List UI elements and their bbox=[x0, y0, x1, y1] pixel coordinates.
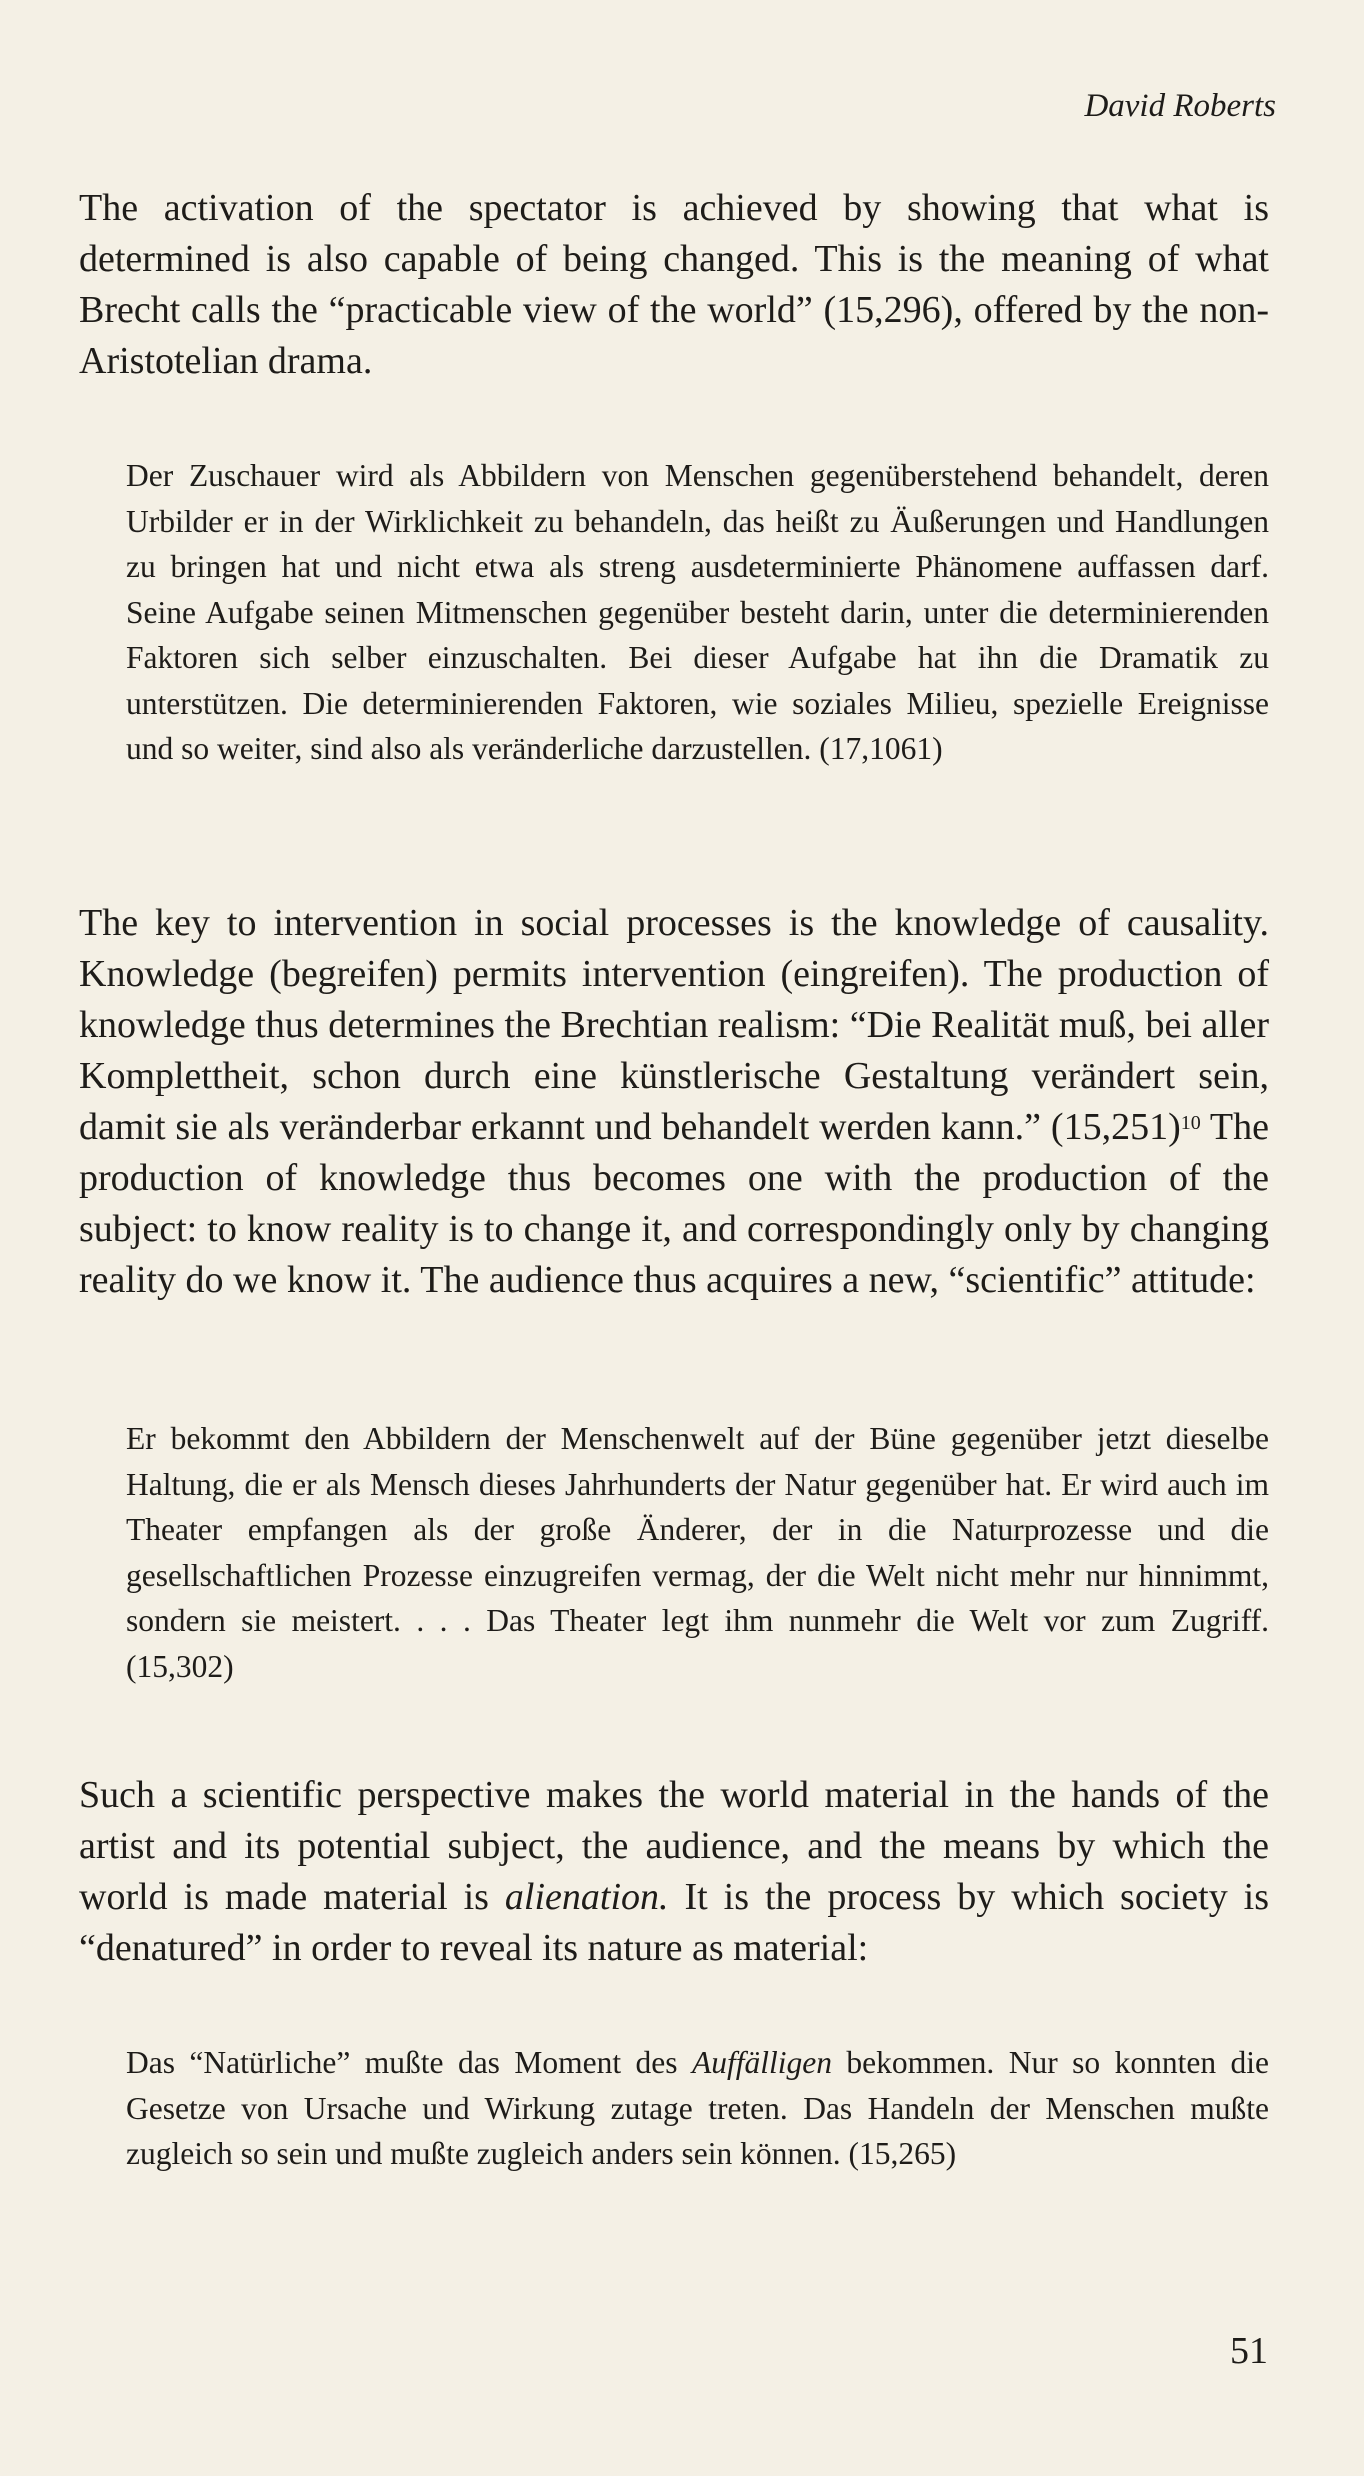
paragraph-3-text-a: Such a scientific perspective makes the world material in the hands of the artist and its potential subject, the audience, and the means by which the world is made material is bbox=[79, 1774, 1269, 1918]
body-paragraph-1: The activation of the spectator is achieved by showing that what is determined is also capable of being changed. This is the meaning of what Brecht calls the “practicable view of the world” (15,296), offered by the non-Aristotelian drama. bbox=[79, 187, 1269, 382]
quote-3-text-a: Das “Natürliche” mußte das Moment des bbox=[126, 2045, 692, 2080]
block-quote-2: Er bekommt den Abbildern der Menschenwelt auf der Büne gegenüber jetzt dieselbe Haltung, die er als Mensch dieses Jahrhunderts der Natur gegenüber hat. Er wird auch im Theater empfangen als der große Änderer, der in die Naturprozesse und die gesellschaftlichen Prozesse einzugreifen vermag, der die Welt nicht mehr nur hinnimmt, sondern sie meistert. . . . Das Theater legt ihm nunmehr die Welt vor zum Zugriff. (15,302) bbox=[126, 1421, 1269, 1684]
quote-3-text-b: bekommen. Nur so konnten die Gesetze von Ursache und Wirkung zutage treten. Das Handeln der Menschen mußte zugleich so sein und mußte zugleich anders sein können. (15,265) bbox=[126, 2045, 1269, 2171]
page-number: 51 bbox=[1230, 2330, 1268, 2372]
quote-3-emphasis: Auffälligen bbox=[692, 2045, 832, 2080]
paragraph-3-text-b: It is the process by which society is “denatured” in order to reveal its nature as material: bbox=[79, 1876, 1269, 1969]
paragraph-3-emphasis: alienation. bbox=[504, 1876, 669, 1918]
body-paragraph-3 bbox=[79, 1770, 1269, 1974]
running-head: David Roberts bbox=[1084, 88, 1276, 124]
footnote-reference: 10 bbox=[1180, 1112, 1201, 1134]
paragraph-2-text-b: The production of knowledge thus becomes one with the production of the subject: to know reality is to change it, and correspondingly only by changing reality do we know it. The audience thus acquires a new, “scientific” attitude: bbox=[79, 1106, 1269, 1301]
block-quote-1: Der Zuschauer wird als Abbildern von Menschen gegenüberstehend behandelt, deren Urbilder er in der Wirklichkeit zu behandeln, das heißt zu Äußerungen und Handlungen zu bringen hat und nicht etwa als streng ausdeterminierte Phänomene auffassen darf. Seine Aufgabe seinen Mitmenschen gegenüber besteht darin, unter die determinierenden Faktoren sich selber einzuschalten. Bei dieser Aufgabe hat ihn die Dramatik zu unterstützen. Die determinierenden Faktoren, wie soziales Milieu, spezielle Ereignisse und so weiter, sind also als veränderliche darzustellen. (17,1061) bbox=[126, 458, 1269, 766]
body-paragraph-2 bbox=[79, 898, 1269, 1306]
block-quote-3 bbox=[126, 2040, 1269, 2177]
paragraph-2-text-a: The key to intervention in social processes is the knowledge of causality. Knowledge (begreifen) permits intervention (eingreifen). The production of knowledge thus determines the Brechtian realism: “Die Realität muß, bei aller Komplettheit, schon durch eine künstlerische Gestaltung verändert sein, damit sie als veränderbar erkannt und behandelt werden kann.” (15,251) bbox=[79, 902, 1269, 1148]
